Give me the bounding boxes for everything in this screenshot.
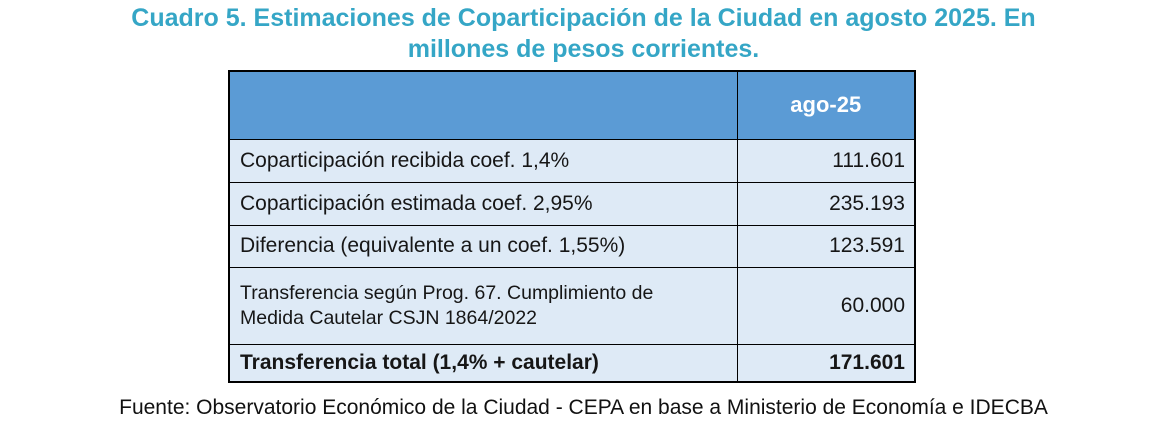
row-value-transferencia-total: 171.601: [737, 344, 915, 382]
row-value-coparticipacion-estimada: 235.193: [737, 182, 915, 225]
row-label-transferencia-total: Transferencia total (1,4% + cautelar): [229, 344, 737, 382]
row-label-coparticipacion-recibida: Coparticipación recibida coef. 1,4%: [229, 139, 737, 182]
table-header-row: [229, 71, 915, 139]
header-empty-cell: [229, 71, 737, 139]
table-row: [229, 139, 915, 182]
row-value-transferencia-prog67: 60.000: [737, 267, 915, 344]
table-row: [229, 225, 915, 267]
table-row-total: [229, 344, 915, 382]
row-value-coparticipacion-recibida: 111.601: [737, 139, 915, 182]
table-container: [228, 70, 916, 383]
table-row: [229, 267, 915, 344]
row-label-diferencia: Diferencia (equivalente a un coef. 1,55%): [229, 225, 737, 267]
coparticipacion-table: [228, 70, 916, 383]
row-label-text: Transferencia según Prog. 67. Cumplimiento de Medida Cautelar CSJN 1864/2022: [240, 281, 654, 329]
page-title-line1: Cuadro 5. Estimaciones de Coparticipación de la Ciudad en agosto 2025. En: [131, 4, 1036, 32]
header-period-cell: ago-25: [737, 71, 915, 139]
row-value-diferencia: 123.591: [737, 225, 915, 267]
row-label-coparticipacion-estimada: Coparticipación estimada coef. 2,95%: [229, 182, 737, 225]
page-title-line2: millones de pesos corrientes.: [407, 35, 760, 63]
page-title: [0, 3, 1167, 65]
row-label-transferencia-prog67: [229, 267, 737, 344]
table-row: [229, 182, 915, 225]
source-note: Fuente: Observatorio Económico de la Ciudad - CEPA en base a Ministerio de Economía e IDECBA: [119, 396, 1048, 419]
